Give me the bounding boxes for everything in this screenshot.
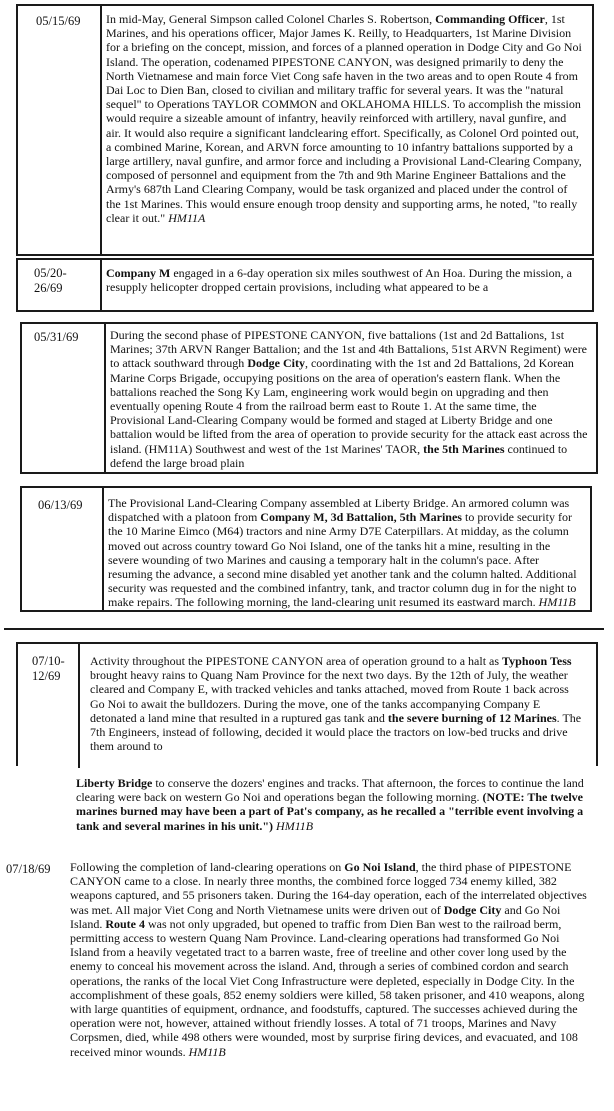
body-text: . The 7th Engineers, instead of following, decided it would place the tractors on low-bed trucks and drive them around to (90, 710, 582, 754)
entry-text (106, 12, 584, 225)
body-text: brought heavy rains to Quang Nam Province for the next two days. By the 12th of July, the weather cleared and Company E, with tracked vehicles and tanks attached, moved from Route 1 back across Go Noi to await the bulldozers. During the move, one of the tanks accompanying Company E detonated a land mine that resulted in a ruptured gas tank and (90, 668, 569, 725)
entry-continuation (70, 774, 590, 850)
bold-text: Company M (106, 266, 171, 280)
entry-text (106, 266, 584, 294)
bold-text: Typhoon Tess (502, 654, 572, 668)
bold-text: Commanding Officer (435, 12, 545, 26)
body-text: , 1st Marines, and his operations officer, Major James K. Reilly, to Headquarters, 1st Marine Division for a briefing on the concept, mission, and forces of a planned operation in Dodge City and Go Noi Island. The operation, codenamed PIPESTONE CANYON, was designed primarily to deny the North Vietnamese and main force Viet Cong safe haven in the two areas and to open Route 4 from Dai Loc to Dien Ban, closed to civilian and military traffic for several years. It was the "natural sequel" to Operations TAYLOR COMMON and OKLAHOMA HILLS. To accomplish the mission would require a sizeable amount of infantry, heavily reinforced with artillery, naval gunfire, and air. It would also require a significant landclearing effort. Specifically, as Colonel Ord pointed out, a combined Marine, Korean, and ARVN force amounting to 10 infantry battalions supported by a large artillery, naval gunfire, and armor force and including a Provisional Land-Clearing Company, composed of personnel and equipment from the 7th and 9th Marine Engineer Battalions and the Army's 687th Land Clearing Company, would be task organized and placed under the control of the 1st Marines. This would ensure enough troop density and supporting arms, he noted, "to really clear it out." (106, 12, 582, 225)
entry-text (108, 496, 582, 610)
entry-date: 06/13/69 (38, 498, 83, 512)
entry-date: 05/20- 26/69 (34, 266, 67, 295)
entry-text (90, 654, 584, 753)
entry-date: 05/15/69 (36, 14, 81, 28)
entry-05-20-26-69 (16, 258, 594, 312)
entry-text (76, 776, 586, 833)
body-text: In mid-May, General Simpson called Colonel Charles S. Robertson, (106, 12, 436, 26)
entry-05-31-69 (20, 322, 598, 474)
entry-date: 07/18/69 (6, 862, 51, 876)
citation-text: HM11B (538, 595, 576, 610)
bold-text: Company M, 3d Battalion, 5th Marines (260, 510, 462, 525)
bold-text: (NOTE: The twelve marines burned may have been a part of Pat's company, as he recalled a "terrible event involving a tank and several marines in his unit.") (76, 790, 584, 833)
body-text: engaged in a 6-day operation six miles southwest of An Hoa. During the mission, a resupply helicopter dropped certain provisions, including what appeared to be a (106, 266, 572, 295)
body-text: Following the completion of land-clearing operations on (70, 860, 345, 874)
body-text: and Go Noi Island. (70, 902, 561, 931)
entry-text (70, 860, 590, 1059)
citation-text: HM11B (276, 818, 314, 833)
bold-text: the severe burning of 12 Marines (387, 710, 557, 725)
body-text: , the third phase of PIPESTONE CANYON came to a close. In nearly three months, the combined force logged 734 enemy killed, 382 weapons captured, and 55 prisoners taken. During the 164-day operation, each of the interrelated objectives was met. All major Viet Cong and North Vietnamese units were driven out of (70, 860, 587, 917)
bold-text: Go Noi Island (344, 860, 416, 874)
entry-07-10-12-69 (16, 642, 598, 766)
citation-text: HM11A (168, 210, 206, 225)
body-text: continued to defend the large broad plain (110, 441, 568, 470)
body-text: The Provisional Land-Clearing Company assembled at Liberty Bridge. An armored column was dispatched with a platoon from (108, 496, 570, 525)
entry-text (110, 328, 588, 470)
body-text: to provide security for the 10 Marine Eimco (M64) tractors and nine Army D7E Caterpillars. At midday, as the column moved out across country toward Go Noi Island, one of the tanks hit a mine, resulting in the severe wounding of two Marines and causing a temporary halt in the column's pace. After resuming the advance, a second mine disabled yet another tank and the column halted. Additional security was requested and the combined infantry, tank, and tractor column dug in for the night to make repairs. The following morning, the land-clearing unit resumed its eastward march. (108, 510, 577, 610)
body-text: was not only upgraded, but opened to traffic from Dien Ban west to the railroad berm, permitting access to western Quang Nam Province. Land-clearing operations had transformed Go Noi Island from a heavily vegetated tract to a barren waste, free of treeline and other cover long used by the enemy to conceal his movement across the island. And, through a series of combined cordon and search operations, the ranks of the local Viet Cong Infrastructure were depleted, especially in Dodge City. In the accomplishment of these goals, 852 enemy soldiers were killed, 58 taken prisoner, and 410 weapons, along with large quantities of equipment, ordnance, and foodstuffs, captured. The successes achieved during the operation were not, however, attained without friendly losses. A total of 71 troops, Marines and Navy Corpsmen, died, while 498 others were wounded, most by surprise firing devices, and evacuated, and 108 received minor wounds. (70, 916, 585, 1059)
entry-06-13-69 (20, 486, 592, 612)
entry-05-15-69 (16, 4, 594, 256)
bold-text: Dodge City (443, 902, 502, 917)
bold-text: Dodge City (247, 356, 305, 371)
entry-date: 05/31/69 (34, 330, 79, 344)
body-text: to conserve the dozers' engines and tracks. That afternoon, the forces to continue the land clearing were back on western Go Noi and operations began the following morning. (76, 776, 584, 805)
bold-text: Liberty Bridge (76, 776, 153, 790)
body-text: , coordinating with the 1st and 2d Battalions, 2d Korean Marine Corps Brigade, occupying positions on the area of operation's eastern flank. When the battalions reached the Song Ky Lam, engineering work would begin on upgrading and then eventually opening Route 4 from the railroad berm east to Route 1. At the same time, the Provisional Land-Clearing Company would be formed and staged at Liberty Bridge and one battalion would be lifted from the area of operation to provide security for the attack east across the island. (HM11A) Southwest and west of the 1st Marines' TAOR, (110, 356, 588, 456)
bold-text: the 5th Marines (423, 441, 505, 456)
bold-text: Route 4 (105, 916, 145, 931)
entry-date: 07/10- 12/69 (32, 654, 65, 683)
citation-text: HM11B (188, 1044, 226, 1059)
entry-07-18-69 (0, 860, 614, 1108)
body-text: During the second phase of PIPESTONE CANYON, five battalions (1st and 2d Battalions, 1st Marines; 37th ARVN Ranger Battalion; and the 1st and 4th Battalions, 51st ARVN Regiment) were to attack southward through (110, 328, 588, 371)
body-text: Activity throughout the PIPESTONE CANYON area of operation ground to a halt as (90, 654, 503, 668)
